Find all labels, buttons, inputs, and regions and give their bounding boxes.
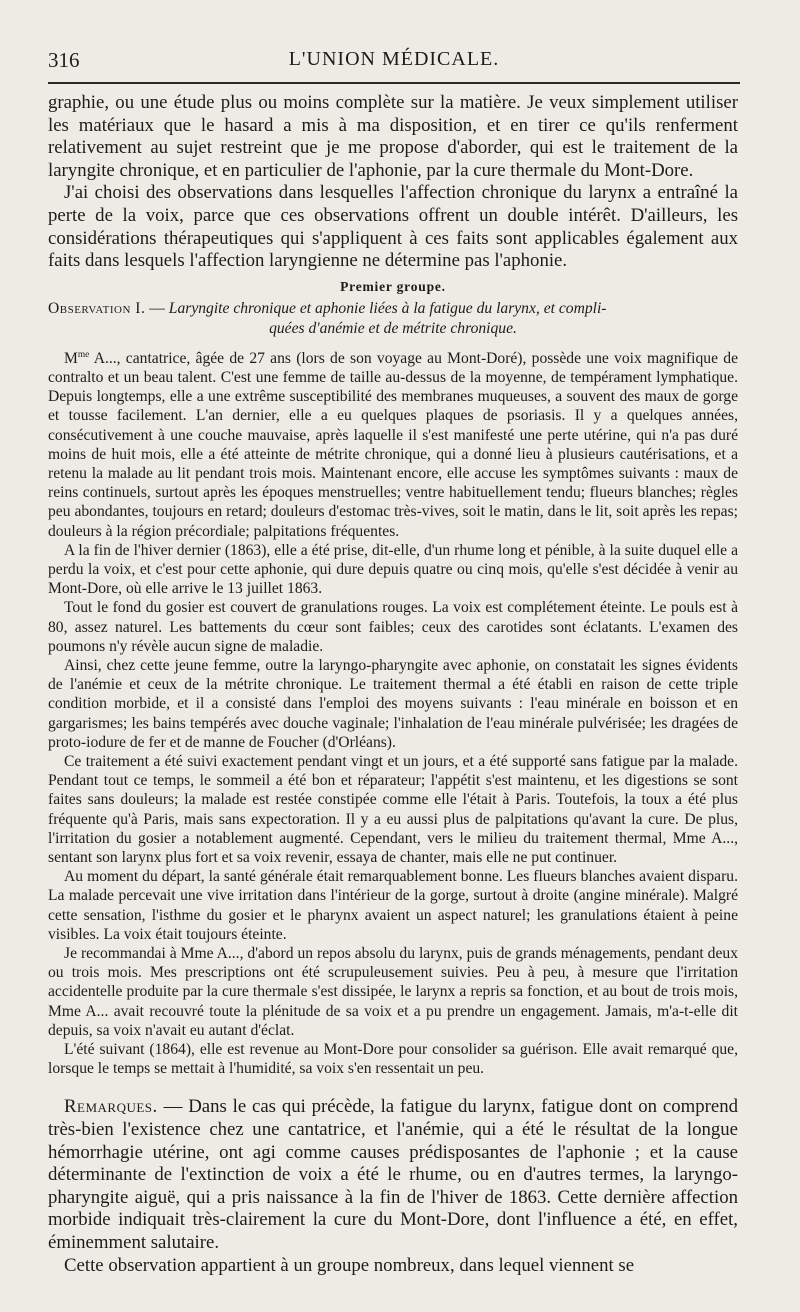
case-paragraph-text: A..., cantatrice, âgée de 27 ans (lors de son voyage au Mont-Doré), possède une voix magnifique de contralto et un beau talent. C'est une femme de taille au-dessus de la moyenne, de tempérament lymphatique. Depuis longtemps, elle a une extrême susceptibilité des membranes muqueuses, a souvent des maux de gorge et tousse facilement. L'an dernier, elle a eu quelques plaques de psoriasis. Il y a quelques années, consécutivement à une couche mauvaise, après laquelle il s'est manifesté une perte utérine, qui n'a pas duré moins de huit mois, elle a été atteinte de métrite chronique, qui a donné lieu à plusieurs cautérisations, et a retenu la malade au lit pendant trois mois. Maintenant encore, elle accuse les symptômes suivants : maux de reins continuels, surtout après les époques menstruelles; ventre habituellement tendu; flueurs blanches; règles peu abondantes, toujours en retard; douleurs d'estomac très-vives, soit le matin, dans le lit, soit après les repas; douleurs à la région précordiale; palpitations fréquentes.: [48, 349, 738, 540]
observation-title: Laryngite chronique et aphonie liées à la fatigue du larynx, et compli-: [168, 299, 607, 317]
case-paragraph: Tout le fond du gosier est couvert de granulations rouges. La voix est complétement éteinte. Le pouls est à 80, assez naturel. Les battements du cœur sont faibles; ceux des carotides sont éclatants. L'examen des poumons n'y révèle aucun signe de maladie.: [48, 599, 738, 655]
observation-title-continued: quées d'anémie et de métrite chronique.: [269, 319, 517, 337]
case-paragraph: Ainsi, chez cette jeune femme, outre la laryngo-pharyngite avec aphonie, on constatait les signes évidents de l'anémie et ceux de la métrite chronique. Le traitement thermal a été établi en raison de cette triple condition morbide, et il a consisté dans l'emploi des moyens suivants : l'eau minérale en boisson et en gargarismes; les bains tempérés avec douche vaginale; l'inhalation de l'eau minérale pulvérisée; les dragées de proto-iodure de fer et de manne de Foucher (d'Orléans).: [48, 657, 738, 751]
header-rule: [48, 82, 740, 84]
title-superscript: me: [77, 349, 90, 360]
case-paragraph: Au moment du départ, la santé générale était remarquablement bonne. Les flueurs blanches avaient disparu. La malade percevait une vive irritation dans l'intérieur de la gorge, surtout à droite (angine minérale). Malgré cette sensation, l'isthme du gosier et le pharynx avaient un aspect naturel; les granulations étaient à peine visibles. La voix était toujours éteinte.: [48, 868, 738, 943]
page-header: [48, 48, 740, 78]
observation-dash: —: [145, 299, 169, 317]
page-body: [48, 92, 738, 1277]
remarks-label: Remarques.: [64, 1096, 158, 1118]
group-heading: Premier groupe.: [340, 278, 446, 294]
remarks-paragraph: [48, 1096, 738, 1254]
remarks-dash: —: [157, 1096, 189, 1118]
intro-paragraph: J'ai choisi des observations dans lesquelles l'affection chronique du larynx a entraîné la perte de la voix, parce que ces observations offrent un double intérêt. D'ailleurs, les considérations thérapeutiques qui s'appliquent à ces faits sont applicables également aux faits dans lesquels l'affection laryngienne ne détermine pas l'aphonie.: [48, 182, 738, 272]
case-paragraph: Ce traitement a été suivi exactement pendant vingt et un jours, et a été supporté sans fatigue par la malade. Pendant tout ce temps, le sommeil a été bon et réparateur; l'appétit s'est maintenu, et les digestions se sont faites sans douleurs; la malade est restée constipée comme elle l'était à Paris. Toutefois, la toux a été plus fréquente qu'à Paris, mais sans expectoration. Il y a eu aussi plus de palpitations qu'avant la cure. De plus, l'irritation du gosier a notablement augmenté. Cependant, vers le milieu du traitement thermal, Mme A..., sentant son larynx plus fort et sa voix revenir, essaya de chanter, mais elle ne put continuer.: [48, 753, 738, 867]
section-gap: [48, 1078, 738, 1096]
page-number: 316: [48, 48, 80, 72]
intro-paragraph: graphie, ou une étude plus ou moins complète sur la matière. Je veux simplement utiliser les matériaux que le hasard a mis à ma disposition, et en tirer ce qu'ils renferment relativement au sujet restreint que je me propose d'aborder, qui est le traitement de la laryngite chronique, et en particulier de l'aphonie, par la cure thermale du Mont-Dore.: [48, 92, 738, 181]
case-paragraph: L'été suivant (1864), elle est revenue au Mont-Dore pour consolider sa guérison. Elle avait remarqué que, lorsque le temps se mettait à l'humidité, sa voix s'en ressentait un peu.: [48, 1041, 738, 1078]
remarks-text: Dans le cas qui précède, la fatigue du larynx, fatigue dont on comprend très-bien l'existence chez une cantatrice, et l'anémie, qui a été le résultat de la longue hémorrhagie utérine, ont agi comme causes prédisposantes de l'aphonie ; et la cause déterminante de l'extinction de voix a été le rhume, ou en d'autres termes, la laryngo-pharyngite aiguë, qui a pris naissance à la fin de l'hiver de 1863. Cette dernière affection morbide indiquait très-clairement la cure du Mont-Dore, dont l'influence a été, en effet, éminemment salutaire.: [48, 1096, 738, 1254]
case-paragraph: A la fin de l'hiver dernier (1863), elle a été prise, dit-elle, d'un rhume long et pénible, à la suite duquel elle a perdu la voix, et c'est pour cette aphonie, qui dure depuis quatre ou cinq mois, qu'elle s'est décidée à venir au Mont-Dore, où elle arrive le 13 juillet 1863.: [48, 541, 738, 598]
case-paragraph: $M^{me}$ A..., cantatrice, âgée de 27 ans (lors de son voyage au Mont-Doré), possède une voix magnifique de contralto et un beau talent. C'est une femme de taille au-dessus de la moyenne, de tempérament lymphatique. Depuis longtemps, elle a une extrême susceptibilité des membranes muqueuses, a souvent des maux de gorge et tousse facilement. L'an dernier, elle a eu quelques plaques de psoriasis. Il y a quelques années, consécutivement à une couche mauvaise, après laquelle il s'est manifesté une perte utérine, qui n'a pas duré moins de huit mois, elle a été atteinte de métrite chronique, qui a donné lieu à plusieurs cautérisations, et a retenu la malade au lit pendant trois mois. Maintenant encore, elle accuse les symptômes suivants : maux de reins continuels, surtout après les époques menstruelles; ventre habituellement tendu; flueurs blanches; règles peu abondantes, toujours en retard; douleurs d'estomac très-vives, soit le matin, dans le lit, soit après les repas; douleurs à la région précordiale; palpitations fréquentes.: [48, 349, 738, 540]
case-paragraph: Je recommandai à Mme A..., d'abord un repos absolu du larynx, puis de grands ménagements, pendant deux ou trois mois. Mes prescriptions ont été scrupuleusement suivies. Peu à peu, à mesure que l'irritation accidentelle produite par la cure thermale s'est dissipée, le larynx a repris sa fonction, et au bout de trois mois, Mme A... avait recouvré toute la plénitude de sa voix et a pu prendre un engagement. Jamais, m'a-t-elle dit depuis, sa voix n'avait eu autant d'éclat.: [48, 945, 738, 1039]
observation-heading: [48, 299, 738, 339]
running-title: L'UNION MÉDICALE.: [288, 48, 500, 70]
observation-label: Observation I.: [48, 299, 146, 317]
closing-line: Cette observation appartient à un groupe nombreux, dans lequel viennent se: [64, 1254, 635, 1276]
